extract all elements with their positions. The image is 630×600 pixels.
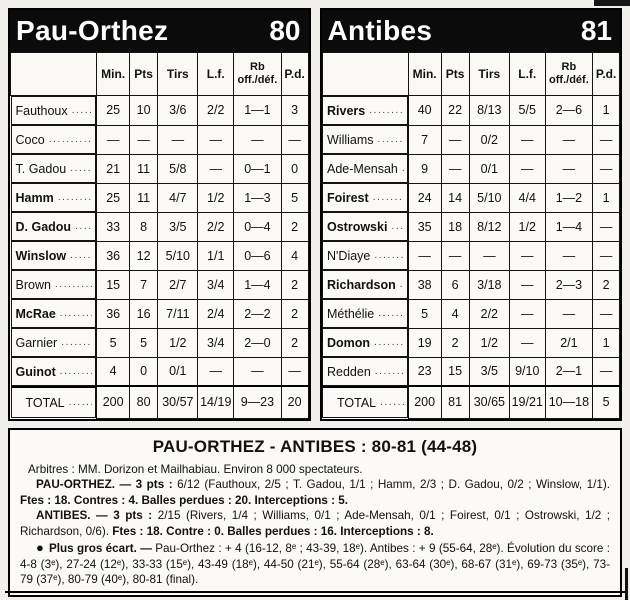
- player-name-cell: [322, 154, 408, 183]
- score-evolution-lead: Plus gros écart. —: [48, 542, 156, 556]
- lf-cell: 1/2: [509, 212, 545, 241]
- dotted-leader: [378, 134, 404, 145]
- tirs-cell: 3/18: [469, 270, 509, 299]
- rebounds-header-line1: Rb: [561, 61, 577, 74]
- pts-cell: 14: [441, 183, 469, 212]
- player-name-cell: [11, 212, 97, 241]
- antibes-summary-lead: ANTIBES. — 3 pts :: [36, 509, 158, 523]
- lf-cell: —: [198, 154, 234, 183]
- pts-cell: —: [441, 125, 469, 154]
- pd-cell: 1: [593, 328, 620, 357]
- dotted-leader: [374, 337, 404, 348]
- player-name: Ostrowski: [327, 219, 388, 234]
- referees-text: Arbitres : MM. Dorizon et Mailhabiau. Environ 8 000 spectateurs.: [28, 462, 363, 476]
- pau-orthez-box: [8, 8, 311, 421]
- lf-cell: 5/5: [509, 96, 545, 126]
- lf-cell: 9/10: [509, 357, 545, 386]
- bottom-divider: [5, 591, 625, 593]
- pts-cell: —: [441, 241, 469, 270]
- player-name-cell: [322, 299, 408, 328]
- player-name-cell: [11, 154, 97, 183]
- column-header-row: [11, 53, 309, 96]
- tirs-cell: 0/1: [158, 357, 198, 386]
- rb-cell: 1—4: [234, 270, 282, 299]
- player-name: D. Gadou: [15, 219, 72, 234]
- pd-cell: 0: [281, 154, 308, 183]
- player-name-cell: [322, 183, 408, 212]
- rb-cell: 1—4: [545, 212, 593, 241]
- player-row: [11, 154, 309, 183]
- dotted-leader: [369, 105, 404, 116]
- pau-orthez-player-rows: [11, 96, 309, 387]
- player-row: [322, 212, 620, 241]
- min-cell: 15: [97, 270, 130, 299]
- total-label-cell: [11, 386, 97, 418]
- player-name-cell: [322, 125, 408, 154]
- pd-cell: —: [593, 299, 620, 328]
- player-row: [322, 125, 620, 154]
- pd-cell: 2: [593, 270, 620, 299]
- pts-cell: 11: [130, 154, 158, 183]
- player-name: Richardson: [327, 277, 396, 292]
- total-row: [11, 386, 309, 418]
- min-cell: 33: [97, 212, 130, 241]
- pts-cell: 2: [441, 328, 469, 357]
- pts-cell: —: [441, 154, 469, 183]
- rebounds-header-line2: off./déf.: [549, 74, 589, 86]
- rb-cell: 0—1: [234, 154, 282, 183]
- pau-orthez-summary-lead: PAU-ORTHEZ. — 3 pts :: [36, 478, 178, 492]
- rb-cell: —: [545, 154, 593, 183]
- tirs-cell: 4/7: [158, 183, 198, 212]
- total-rb-cell: 9—23: [234, 386, 282, 418]
- pd-cell: 3: [281, 96, 308, 126]
- pts-cell: 11: [130, 183, 158, 212]
- min-cell: 25: [97, 96, 130, 126]
- tirs-cell: 3/5: [469, 357, 509, 386]
- dotted-leader: [60, 366, 93, 377]
- tirs-cell: 8/12: [469, 212, 509, 241]
- dotted-leader: [402, 163, 404, 174]
- rb-cell: —: [234, 125, 282, 154]
- antibes-player-rows: [322, 96, 620, 387]
- rb-cell: —: [545, 241, 593, 270]
- pts-cell: 15: [441, 357, 469, 386]
- pts-cell: 22: [441, 96, 469, 126]
- player-row: [322, 183, 620, 212]
- total-rb-cell: 10—18: [545, 386, 593, 418]
- pd-cell: —: [593, 125, 620, 154]
- minutes-column-header: Min.: [97, 53, 130, 96]
- player-name-cell: [322, 241, 408, 270]
- rb-cell: 0—6: [234, 241, 282, 270]
- min-cell: 23: [408, 357, 441, 386]
- player-name-cell: [11, 241, 97, 270]
- total-tirs-cell: 30/65: [469, 386, 509, 418]
- total-label: TOTAL: [337, 395, 377, 410]
- min-cell: 40: [408, 96, 441, 126]
- rb-cell: 1—3: [234, 183, 282, 212]
- pd-cell: 5: [281, 183, 308, 212]
- rb-cell: 2—2: [234, 299, 282, 328]
- assists-column-header: P.d.: [593, 53, 620, 96]
- player-row: [11, 241, 309, 270]
- player-name-cell: [11, 299, 97, 328]
- player-name: Coco: [15, 132, 45, 147]
- lf-cell: 3/4: [198, 270, 234, 299]
- min-cell: 38: [408, 270, 441, 299]
- dotted-leader: [70, 163, 92, 174]
- dotted-leader: [61, 337, 92, 348]
- pts-cell: 16: [130, 299, 158, 328]
- tirs-cell: 1/2: [158, 328, 198, 357]
- match-summary-title: PAU-ORTHEZ - ANTIBES : 80-81 (44-48): [152, 436, 478, 456]
- pts-cell: —: [130, 125, 158, 154]
- total-pts-cell: 81: [441, 386, 469, 418]
- lf-cell: —: [198, 125, 234, 154]
- minutes-column-header: Min.: [408, 53, 441, 96]
- dotted-leader: [58, 192, 93, 203]
- dotted-leader: [72, 105, 93, 116]
- total-tirs-cell: 30/57: [158, 386, 198, 418]
- min-cell: 36: [97, 299, 130, 328]
- antibes-summary-tail: Ftes : 18. Contre : 0. Balles perdues : 16. Interceptions : 8.: [112, 524, 434, 538]
- rebounds-column-header: [234, 53, 282, 96]
- min-cell: 5: [97, 328, 130, 357]
- pd-cell: —: [281, 125, 308, 154]
- tirs-cell: 8/13: [469, 96, 509, 126]
- pts-cell: 0: [130, 357, 158, 386]
- lf-cell: 1/2: [198, 183, 234, 212]
- player-name: Brown: [15, 277, 51, 292]
- player-row: [322, 154, 620, 183]
- assists-column-header: P.d.: [281, 53, 308, 96]
- lf-cell: —: [509, 270, 545, 299]
- player-name: N'Diaye: [327, 248, 371, 263]
- tirs-cell: 3/6: [158, 96, 198, 126]
- antibes-box: [320, 8, 623, 421]
- tirs-cell: 7/11: [158, 299, 198, 328]
- min-cell: 24: [408, 183, 441, 212]
- player-row: [11, 96, 309, 126]
- player-row: [11, 125, 309, 154]
- player-name: Ade-Mensah: [327, 161, 398, 176]
- player-row: [11, 299, 309, 328]
- shots-column-header: Tirs: [469, 53, 509, 96]
- antibes-summary-body: 2/15 (Rivers, 1/4 ; Williams, 0/1 ; Ade-Mensah, 0/1 ; Foirest, 0/1 ; Ostrowski, 1/2 ; Richardson, 0/6).: [20, 509, 610, 538]
- pau-orthez-summary-tail: Ftes : 18. Contres : 4. Balles perdues : 20. Interceptions : 5.: [20, 493, 348, 507]
- lf-cell: —: [509, 299, 545, 328]
- total-pd-cell: 5: [593, 386, 620, 418]
- dotted-leader: [75, 221, 92, 232]
- dotted-leader: [49, 134, 93, 145]
- lf-cell: 1/1: [198, 241, 234, 270]
- pd-cell: 2: [281, 299, 308, 328]
- team-score: 81: [580, 15, 612, 46]
- pau-orthez-summary-body: 6/12 (Fauthoux, 2/5 ; T. Gadou, 1/1 ; Hamm, 2/3 ; D. Gadou, 0/2 ; Winslow, 1/1).: [177, 478, 610, 492]
- pau-orthez-summary-line: [20, 477, 610, 508]
- freethrows-column-header: L.f.: [198, 53, 234, 96]
- tirs-cell: —: [158, 125, 198, 154]
- player-name: T. Gadou: [15, 161, 67, 176]
- player-row: [11, 183, 309, 212]
- column-rule-fragment: [625, 568, 628, 600]
- player-name-cell: [322, 357, 408, 386]
- player-name: Redden: [327, 364, 371, 379]
- total-min-cell: 200: [97, 386, 130, 418]
- player-column-header: [322, 53, 408, 96]
- lf-cell: 2/2: [198, 212, 234, 241]
- match-summary-box: [8, 428, 622, 598]
- tirs-cell: 2/2: [469, 299, 509, 328]
- player-row: [11, 357, 309, 386]
- pts-cell: 4: [441, 299, 469, 328]
- dotted-leader: [391, 221, 403, 232]
- player-name-cell: [11, 357, 97, 386]
- rb-cell: —: [545, 299, 593, 328]
- player-row: [322, 96, 620, 126]
- shots-column-header: Tirs: [158, 53, 198, 96]
- dotted-leader: [380, 397, 404, 408]
- dotted-leader: [375, 366, 404, 377]
- min-cell: 36: [97, 241, 130, 270]
- player-row: [322, 357, 620, 386]
- lf-cell: —: [509, 154, 545, 183]
- team-name: Antibes: [327, 15, 433, 46]
- lf-cell: —: [509, 241, 545, 270]
- scan-artifact: [594, 0, 630, 6]
- player-name: Williams: [327, 132, 374, 147]
- rb-cell: 1—1: [234, 96, 282, 126]
- dotted-leader: [374, 250, 403, 261]
- pd-cell: 1: [593, 183, 620, 212]
- total-label-cell: [322, 386, 408, 418]
- tirs-cell: 1/2: [469, 328, 509, 357]
- min-cell: 9: [408, 154, 441, 183]
- player-row: [322, 270, 620, 299]
- player-row: [322, 241, 620, 270]
- min-cell: 5: [408, 299, 441, 328]
- pts-cell: 10: [130, 96, 158, 126]
- rb-cell: 1—2: [545, 183, 593, 212]
- player-name: Domon: [327, 335, 371, 350]
- player-name-cell: [11, 328, 97, 357]
- dotted-leader: [378, 308, 404, 319]
- total-min-cell: 200: [408, 386, 441, 418]
- min-cell: 35: [408, 212, 441, 241]
- player-name: McRae: [15, 306, 56, 321]
- player-name: Garnier: [15, 335, 58, 350]
- player-name-cell: [11, 270, 97, 299]
- pd-cell: 4: [281, 241, 308, 270]
- pau-orthez-stats-table: [10, 52, 309, 419]
- rb-cell: 2—0: [234, 328, 282, 357]
- player-name-cell: [322, 212, 408, 241]
- total-row: [322, 386, 620, 418]
- tirs-cell: —: [469, 241, 509, 270]
- player-row: [322, 299, 620, 328]
- min-cell: 4: [97, 357, 130, 386]
- score-evolution-body: Pau-Orthez : + 4 (16-12, 8ᵉ ; 43-39, 18ᵉ). Antibes : + 9 (55-64, 28ᵉ). Évolution du score : 4-8 (3ᵉ), 27-24 (12ᵉ), 33-33 (15ᵉ), 43-49 (18ᵉ), 44-50 (21ᵉ), 55-64 (28ᵉ), 63-64 (30ᵉ), 68-67 (31ᵉ), 69-73 (35ᵉ), 73-79 (37ᵉ), 80-79 (40ᵉ), 80-81 (final).: [20, 542, 611, 587]
- rb-cell: —: [545, 125, 593, 154]
- tirs-cell: 5/8: [158, 154, 198, 183]
- team-name: Pau-Orthez: [16, 15, 169, 46]
- tirs-cell: 3/5: [158, 212, 198, 241]
- antibes-header-bar: [322, 10, 621, 52]
- min-cell: 25: [97, 183, 130, 212]
- rb-cell: 2/1: [545, 328, 593, 357]
- pd-cell: —: [593, 357, 620, 386]
- player-name-cell: [11, 96, 97, 125]
- dotted-leader: [373, 192, 404, 203]
- dotted-leader: [400, 279, 404, 290]
- tirs-cell: 0/1: [469, 154, 509, 183]
- player-row: [11, 212, 309, 241]
- dotted-leader: [55, 279, 92, 290]
- points-column-header: Pts: [441, 53, 469, 96]
- rb-cell: 2—1: [545, 357, 593, 386]
- rb-cell: 2—3: [545, 270, 593, 299]
- pts-cell: 8: [130, 212, 158, 241]
- pd-cell: —: [593, 154, 620, 183]
- player-column-header: [11, 53, 97, 96]
- player-name: Méthélie: [327, 306, 375, 321]
- column-header-row: [322, 53, 620, 96]
- total-lf-cell: 14/19: [198, 386, 234, 418]
- player-name: Foirest: [327, 190, 369, 205]
- pts-cell: 5: [130, 328, 158, 357]
- rebounds-header-line2: off./déf.: [237, 74, 278, 86]
- player-row: [11, 328, 309, 357]
- min-cell: 7: [408, 125, 441, 154]
- min-cell: 21: [97, 154, 130, 183]
- tirs-cell: 5/10: [158, 241, 198, 270]
- lf-cell: —: [509, 328, 545, 357]
- min-cell: 19: [408, 328, 441, 357]
- pd-cell: —: [593, 241, 620, 270]
- total-lf-cell: 19/21: [509, 386, 545, 418]
- player-name: Guinot: [15, 364, 56, 379]
- player-name: Hamm: [15, 190, 54, 205]
- pts-cell: 18: [441, 212, 469, 241]
- points-column-header: Pts: [130, 53, 158, 96]
- lf-cell: —: [198, 357, 234, 386]
- total-label: TOTAL: [25, 395, 65, 410]
- rebounds-column-header: [545, 53, 593, 96]
- dotted-leader: [70, 250, 92, 261]
- pd-cell: 2: [281, 212, 308, 241]
- player-name: Fauthoux: [15, 103, 68, 118]
- player-name: Rivers: [327, 103, 366, 118]
- player-name: Winslow: [15, 248, 67, 263]
- rb-cell: 0—4: [234, 212, 282, 241]
- player-row: [11, 270, 309, 299]
- rb-cell: —: [234, 357, 282, 386]
- total-pd-cell: 20: [281, 386, 308, 418]
- dotted-leader: [69, 397, 93, 408]
- player-name-cell: [322, 96, 408, 125]
- score-evolution-line: [20, 539, 610, 588]
- pd-cell: 1: [593, 96, 620, 126]
- min-cell: —: [97, 125, 130, 154]
- referees-line: [20, 462, 610, 478]
- freethrows-column-header: L.f.: [509, 53, 545, 96]
- tirs-cell: 2/7: [158, 270, 198, 299]
- tirs-cell: 0/2: [469, 125, 509, 154]
- rebounds-header-line1: Rb: [250, 61, 265, 74]
- pts-cell: 12: [130, 241, 158, 270]
- min-cell: —: [408, 241, 441, 270]
- player-name-cell: [11, 183, 97, 212]
- pau-orthez-header-bar: [10, 10, 309, 52]
- player-name-cell: [11, 125, 97, 154]
- pts-cell: 6: [441, 270, 469, 299]
- pd-cell: 2: [281, 328, 308, 357]
- lf-cell: 2/4: [198, 299, 234, 328]
- player-name-cell: [322, 328, 408, 357]
- bullet-icon: ●: [36, 540, 44, 556]
- antibes-stats-table: [322, 52, 621, 419]
- total-pts-cell: 80: [130, 386, 158, 418]
- lf-cell: 2/2: [198, 96, 234, 126]
- lf-cell: —: [509, 125, 545, 154]
- player-name-cell: [322, 270, 408, 299]
- team-score: 80: [269, 15, 301, 46]
- player-row: [322, 328, 620, 357]
- lf-cell: 3/4: [198, 328, 234, 357]
- lf-cell: 4/4: [509, 183, 545, 212]
- pd-cell: —: [593, 212, 620, 241]
- antibes-summary-line: [20, 508, 610, 539]
- dotted-leader: [60, 308, 92, 319]
- tirs-cell: 5/10: [469, 183, 509, 212]
- pd-cell: —: [281, 357, 308, 386]
- pts-cell: 7: [130, 270, 158, 299]
- pd-cell: 2: [281, 270, 308, 299]
- rb-cell: 2—6: [545, 96, 593, 126]
